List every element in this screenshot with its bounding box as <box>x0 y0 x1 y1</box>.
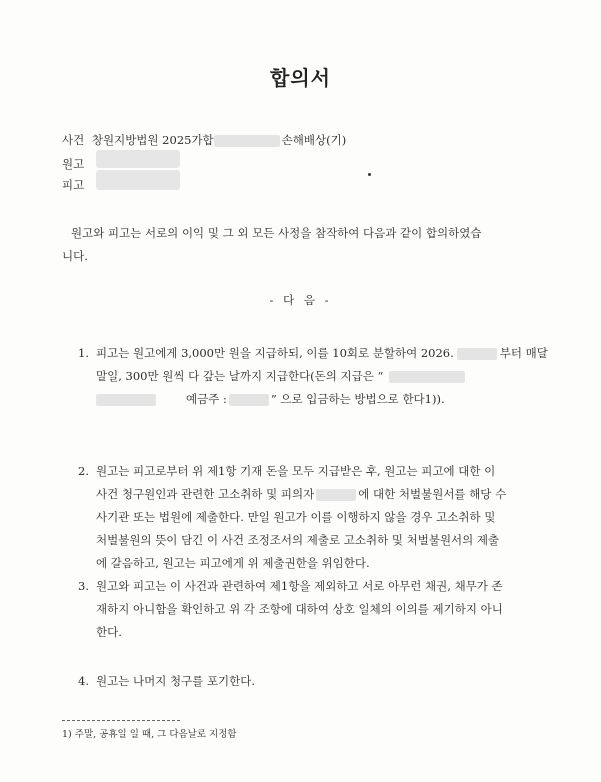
clause-body <box>96 342 548 411</box>
plaintiff-line <box>62 156 84 172</box>
intro-line-2: 니다. <box>62 249 88 263</box>
clause-line: 처벌불원의 뜻이 담긴 이 사건 조정조서의 제출로 고소취하 및 처벌불원서의 제출 <box>96 533 500 547</box>
clause-line: 에 갈음하고, 원고는 피고에게 위 제출권한을 위임한다. <box>96 556 370 570</box>
clause-line: 한다. <box>96 625 122 639</box>
redacted-bank <box>96 394 156 406</box>
clause-line: 사기관 또는 법원에 제출한다. 만일 원고가 이를 이행하지 않을 경우 고소취하 및 <box>96 510 496 524</box>
clause-3 <box>78 575 548 645</box>
clause-4 <box>78 670 548 693</box>
document-title: 합의서 <box>270 66 331 90</box>
case-suffix: 손해배상(기) <box>281 133 347 147</box>
clause-line: 예금주 : ” 으로 입금하는 방법으로 한다1)). <box>96 388 548 411</box>
case-court: 창원지방법원 2025가합 <box>91 133 214 147</box>
clause-number: 2. <box>78 464 89 478</box>
clause-body <box>96 575 503 644</box>
redacted-plaintiff-name <box>96 150 180 168</box>
clause-number: 1. <box>78 346 89 360</box>
clause-line: 원고는 나머지 청구를 포기한다. <box>96 674 256 688</box>
stray-dot-mark <box>368 173 371 176</box>
clause-number: 4. <box>78 674 89 688</box>
defendant-label: 피고 <box>62 178 85 192</box>
intro-line-1: 원고와 피고는 서로의 이익 및 그 외 모든 사정을 참작하여 다음과 같이 합의하였습 <box>71 226 482 240</box>
footnote: 1) 주말, 공휴일 일 때, 그 다음날로 지정함 <box>62 729 237 740</box>
redacted-suspect <box>316 489 356 501</box>
footnote-separator <box>62 720 180 721</box>
clause-line: 말일, 300만 원씩 다 갚는 날까지 지급한다(돈의 지급은 “ <box>96 365 548 388</box>
clause-line: 원고는 피고로부터 위 제1항 기재 돈을 모두 지급받은 후, 원고는 피고에 대한 이 <box>96 464 496 478</box>
redacted-holder <box>229 394 269 406</box>
clause-line: 사건 청구원인과 관련한 고소취하 및 피의자 에 대한 처벌불원서를 해당 수 <box>96 487 507 501</box>
clause-line: 원고와 피고는 이 사건과 관련하여 제1항을 제외하고 서로 아무런 채권, 채무가 존 <box>96 579 503 593</box>
clause-number: 3. <box>78 579 89 593</box>
center-heading: - 다 음 - <box>269 293 332 307</box>
redacted-case-number <box>214 135 280 147</box>
plaintiff-label: 원고 <box>62 157 85 171</box>
redacted-date <box>457 348 497 360</box>
clause-body <box>96 670 255 693</box>
case-line <box>62 132 346 148</box>
defendant-line <box>62 177 84 193</box>
clause-line: 재하지 아니함을 확인하고 위 각 조항에 대하여 상호 일체의 이의를 제기하지 아니 <box>96 602 503 616</box>
intro-paragraph <box>62 222 481 268</box>
redacted-account <box>389 371 465 383</box>
case-label: 사건 <box>62 133 85 147</box>
redacted-defendant-name <box>96 170 180 190</box>
clause-body <box>96 460 506 575</box>
clause-line: 피고는 원고에게 3,000만 원을 지급하되, 이를 10회로 분할하여 2026. 부터 매달 <box>96 346 548 360</box>
clause-1 <box>78 342 548 412</box>
